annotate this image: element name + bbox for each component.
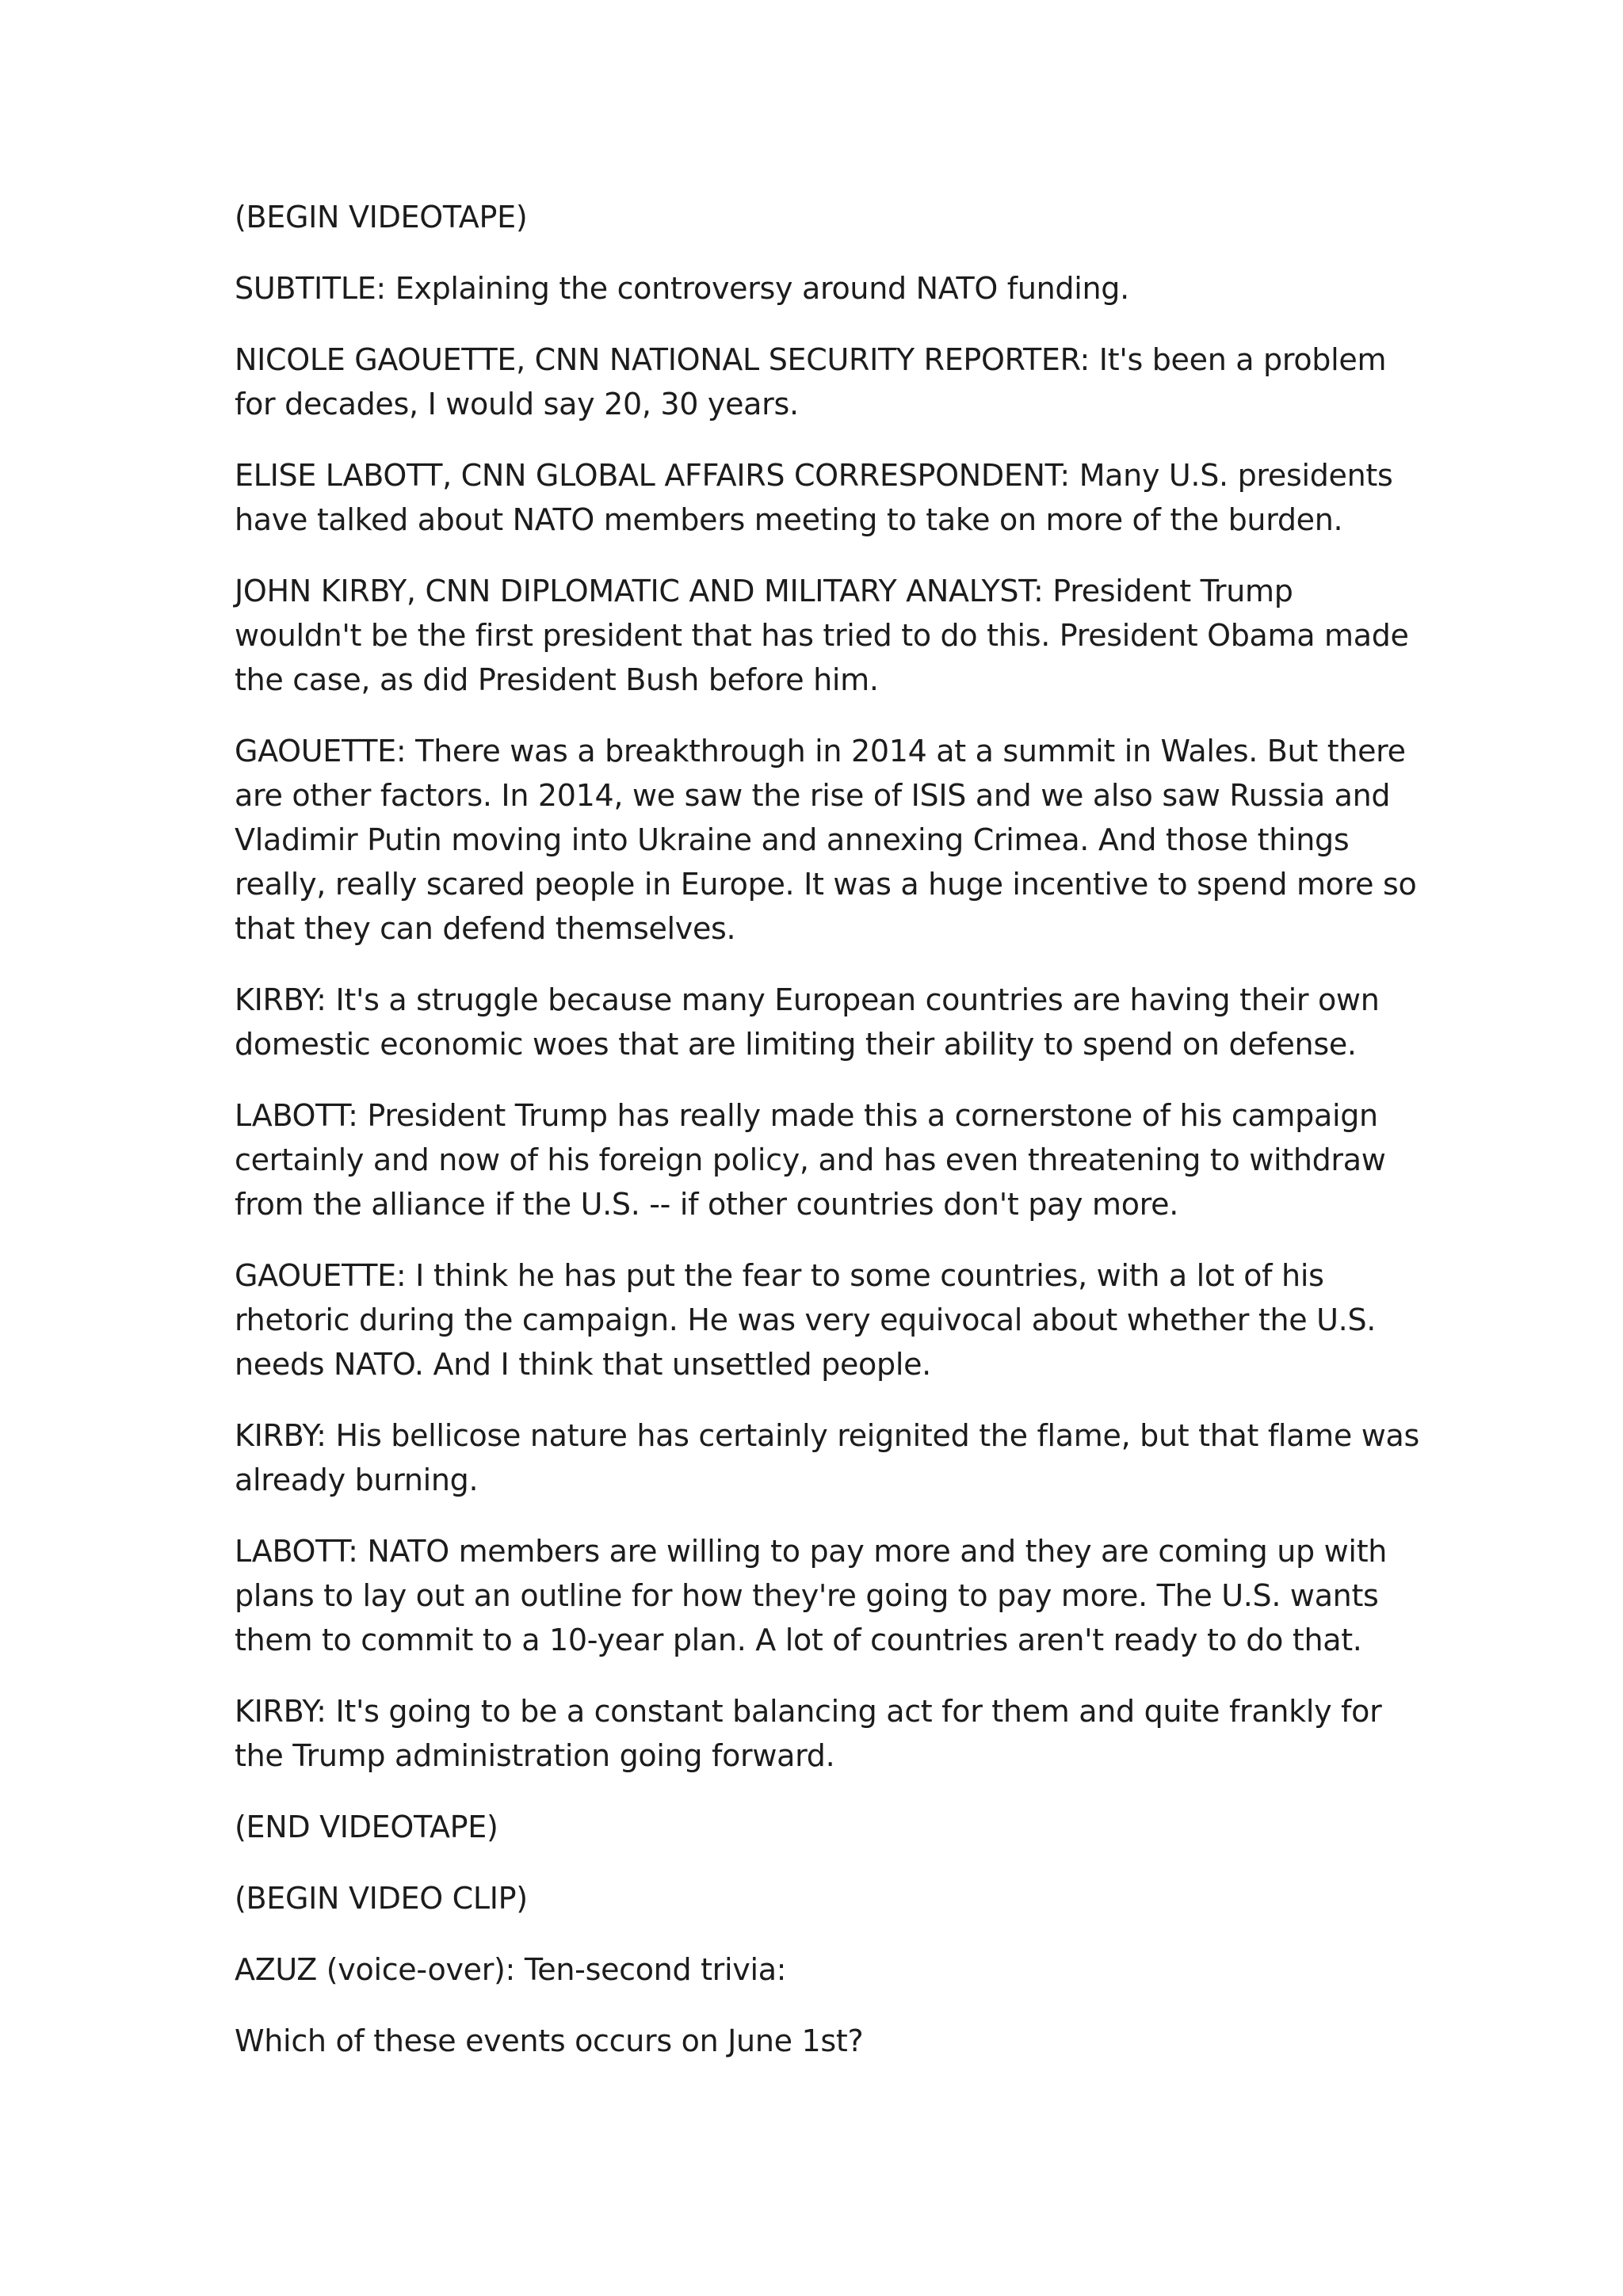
- paragraph-gaouette-2: GAOUETTE: There was a breakthrough in 2014 at a summit in Wales. But there are other factors. In 2014, we saw the rise of ISIS and we also saw Russia and Vladimir Putin moving into Ukraine and annexing Crimea. And those things really, really scared people in Europe. It was a huge incentive to spend more so that they can defend themselves.: [235, 734, 1417, 946]
- paragraph-subtitle: SUBTITLE: Explaining the controversy around NATO funding.: [235, 271, 1129, 306]
- paragraph-gaouette-3: GAOUETTE: I think he has put the fear to some countries, with a lot of his rhetoric during the campaign. He was very equivocal about whether the U.S. needs NATO. And I think that unsettled people.: [235, 1258, 1377, 1382]
- paragraph-kirby-2: KIRBY: It's a struggle because many European countries are having their own domestic economic woes that are limiting their ability to spend on defense.: [235, 982, 1380, 1062]
- paragraph-labott-3: LABOTT: NATO members are willing to pay more and they are coming up with plans to lay out an outline for how they're going to pay more. The U.S. wants them to commit to a 10-year plan. A lot of countries aren't ready to do that.: [235, 1534, 1388, 1657]
- paragraph-end-videotape: (END VIDEOTAPE): [235, 1810, 498, 1844]
- paragraph-kirby-1: JOHN KIRBY, CNN DIPLOMATIC AND MILITARY ANALYST: President Trump wouldn't be the first president that has tried to do this. President Obama made the case, as did President Bush before him.: [235, 574, 1409, 697]
- paragraph-kirby-4: KIRBY: It's going to be a constant balancing act for them and quite frankly for the Trump administration going forward.: [235, 1694, 1382, 1773]
- paragraph-labott-1: ELISE LABOTT, CNN GLOBAL AFFAIRS CORRESPONDENT: Many U.S. presidents have talked about NATO members meeting to take on more of the burden.: [235, 458, 1393, 537]
- paragraph-kirby-3: KIRBY: His bellicose nature has certainly reignited the flame, but that flame was already burning.: [235, 1418, 1420, 1497]
- paragraph-gaouette-1: NICOLE GAOUETTE, CNN NATIONAL SECURITY REPORTER: It's been a problem for decades, I would say 20, 30 years.: [235, 342, 1387, 421]
- paragraph-begin-videotape: (BEGIN VIDEOTAPE): [235, 200, 528, 235]
- paragraph-trivia-question: Which of these events occurs on June 1st?: [235, 2023, 864, 2058]
- transcript-body: [235, 195, 1423, 2090]
- paragraph-begin-video-clip: (BEGIN VIDEO CLIP): [235, 1881, 528, 1916]
- paragraph-labott-2: LABOTT: President Trump has really made this a cornerstone of his campaign certainly and now of his foreign policy, and has even threatening to withdraw from the alliance if the U.S. -- if other countries don't pay more.: [235, 1098, 1386, 1222]
- paragraph-azuz-trivia: AZUZ (voice-over): Ten-second trivia:: [235, 1952, 787, 1987]
